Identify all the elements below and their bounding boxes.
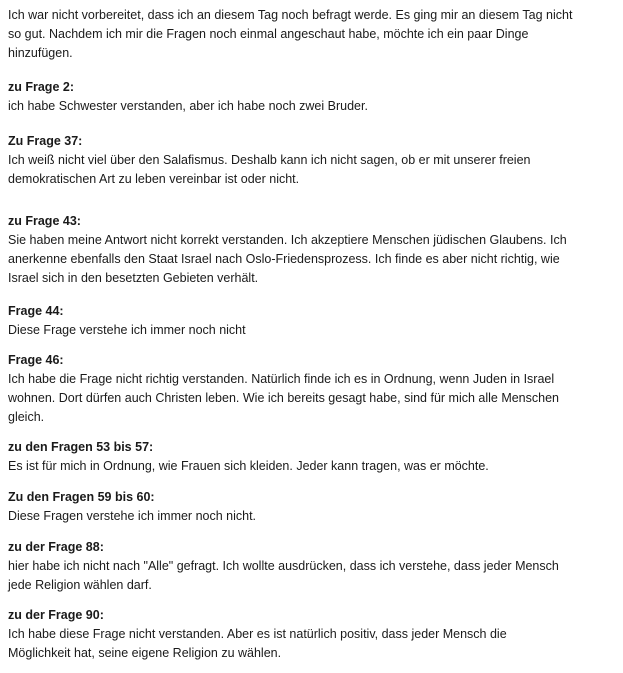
section-frage-2 [8, 78, 618, 116]
section-heading: zu der Frage 88: [8, 540, 104, 554]
section-text: Diese Fragen verstehe ich immer noch nicht. [8, 509, 257, 523]
section-text: Diese Frage verstehe ich immer noch nicht [8, 323, 246, 337]
section-heading: Zu den Fragen 59 bis 60: [8, 490, 155, 504]
section-heading: Frage 44: [8, 304, 64, 318]
section-frage-43 [8, 212, 618, 288]
section-heading: zu Frage 2: [8, 80, 74, 94]
section-frage-46 [8, 351, 618, 427]
section-heading: zu den Fragen 53 bis 57: [8, 440, 154, 454]
section-text: Ich habe die Frage nicht richtig verstanden. Natürlich finde ich es in Ordnung, wenn Juden in Israel wohnen. Dort dürfen auch Christen leben. Wie ich bereits gesagt habe, sind für mich alle Menschen gleich. [8, 372, 559, 424]
section-heading: zu der Frage 90: [8, 608, 104, 622]
section-text: Sie haben meine Antwort nicht korrekt verstanden. Ich akzeptiere Menschen jüdischen Glaubens. Ich anerkenne ebenfalls den Staat Israel nach Oslo-Friedensprozess. Ich finde es aber nicht richtig, wie Israel sich in den besetzten Gebieten verhält. [8, 233, 567, 285]
section-text: Ich weiß nicht viel über den Salafismus. Deshalb kann ich nicht sagen, ob er mit unserer freien demokratischen Art zu leben vereinbar ist oder nicht. [8, 153, 531, 186]
section-heading: Frage 46: [8, 353, 64, 367]
section-frage-88 [8, 538, 618, 595]
section-heading: Zu Frage 37: [8, 134, 83, 148]
section-fragen-53-57 [8, 438, 618, 476]
section-heading: zu Frage 43: [8, 214, 81, 228]
section-text: ich habe Schwester verstanden, aber ich habe noch zwei Bruder. [8, 99, 368, 113]
section-text: Ich habe diese Frage nicht verstanden. Aber es ist natürlich positiv, dass jeder Mensch die Möglichkeit hat, seine eigene Religion zu wählen. [8, 627, 507, 660]
section-frage-44 [8, 302, 618, 340]
section-text: Es ist für mich in Ordnung, wie Frauen sich kleiden. Jeder kann tragen, was er möchte. [8, 459, 489, 473]
section-text: hier habe ich nicht nach "Alle" gefragt. Ich wollte ausdrücken, dass ich verstehe, dass jeder Mensch jede Religion wählen darf. [8, 559, 559, 592]
intro-paragraph: Ich war nicht vorbereitet, dass ich an diesem Tag noch befragt werde. Es ging mir an diesem Tag nicht so gut. Nachdem ich mir die Fragen noch einmal angeschaut habe, möchte ich ein paar Dinge hinzufügen. [8, 8, 573, 60]
section-frage-37 [8, 132, 618, 189]
section-frage-90 [8, 606, 618, 663]
section-fragen-59-60 [8, 488, 618, 526]
